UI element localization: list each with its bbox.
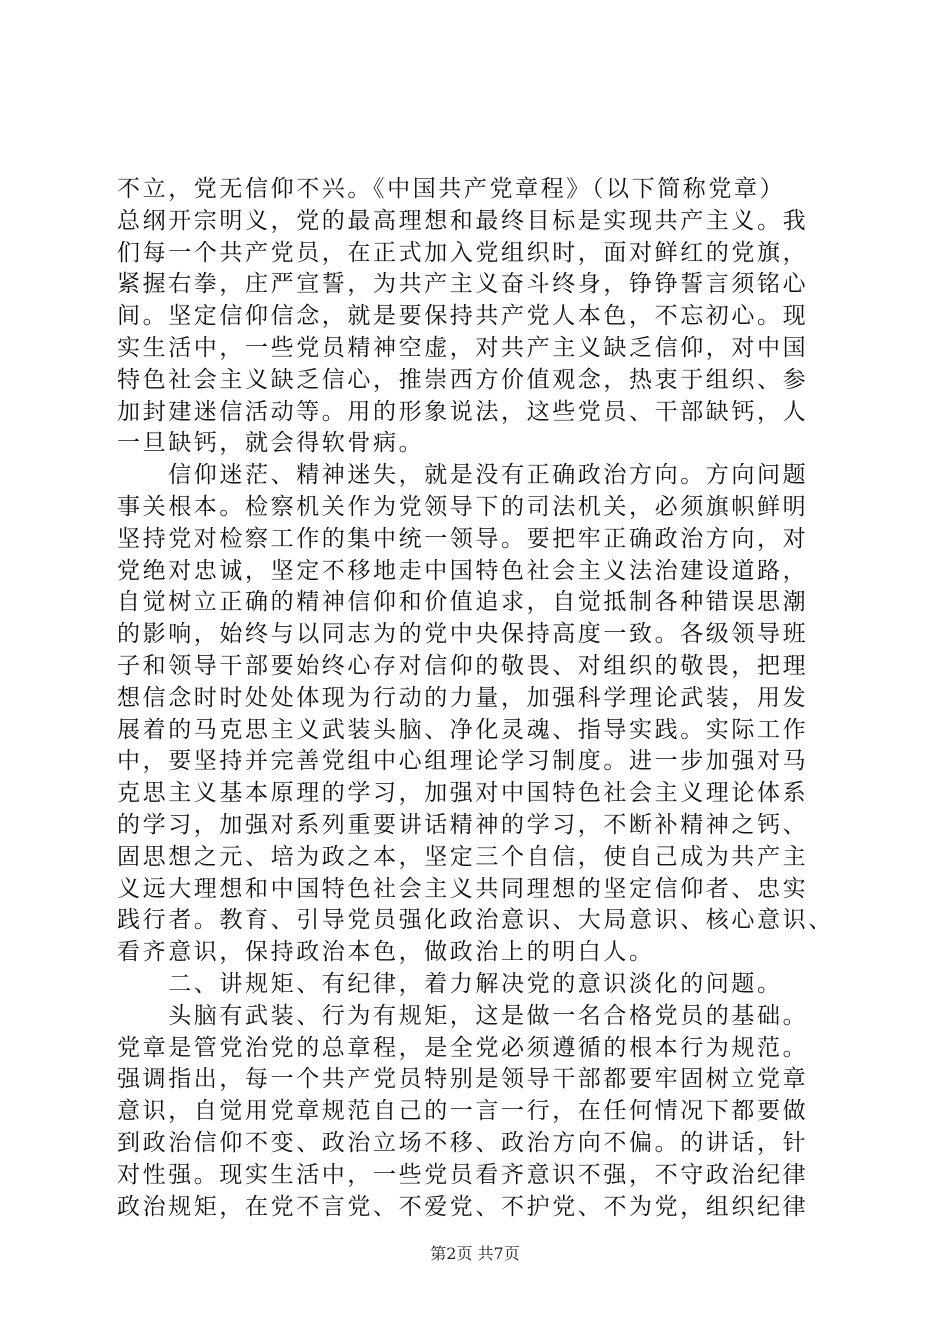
- text-line: 实生活中，一些党员精神空虚，对共产主义缺乏信仰，对中国: [117, 334, 809, 361]
- text-line: 政治规矩，在党不言党、不爱党、不护党、不为党，组织纪律: [117, 1193, 809, 1220]
- text-line: 克思主义基本原理的学习，加强对中国特色社会主义理论体系: [117, 780, 809, 807]
- text-line: 的学习，加强对系列重要讲话精神的学习，不断补精神之钙、: [117, 811, 809, 838]
- text-line: 头脑有武装、行为有规矩，这是做一名合格党员的基础。: [117, 1002, 809, 1029]
- text-line: 们每一个共产党员，在正式加入党组织时，面对鲜红的党旗，: [117, 239, 809, 266]
- text-line: 不立，党无信仰不兴。《中国共产党章程》（以下简称党章）: [117, 176, 786, 202]
- text-line: 二、讲规矩、有纪律，着力解决党的意识淡化的问题。: [117, 970, 783, 997]
- text-line: 紧握右拳，庄严宣誓，为共产主义奋斗终身，铮铮誓言须铭心: [117, 271, 809, 298]
- text-line: 间。坚定信仰信念，就是要保持共产党人本色，不忘初心。现: [117, 303, 809, 330]
- text-line: 固思想之元、培为政之本，坚定三个自信，使自己成为共产主: [117, 843, 809, 870]
- text-line: 党章是管党治党的总章程，是全党必须遵循的根本行为规范。: [117, 1034, 809, 1061]
- text-line: 事关根本。检察机关作为党领导下的司法机关，必须旗帜鲜明: [117, 493, 809, 520]
- text-line: 展着的马克思主义武装头脑、净化灵魂、指导实践。实际工作: [117, 716, 809, 743]
- text-line: 想信念时时处处体现为行动的力量，加强科学理论武装，用发: [117, 684, 809, 711]
- text-line: 信仰迷茫、精神迷失，就是没有正确政治方向。方向问题: [117, 462, 809, 489]
- text-line: 加封建迷信活动等。用的形象说法，这些党员、干部缺钙，人: [117, 398, 809, 425]
- text-line: 对性强。现实生活中，一些党员看齐意识不强，不守政治纪律: [117, 1161, 809, 1188]
- text-line: 强调指出，每一个共产党员特别是领导干部都要牢固树立党章: [117, 1066, 809, 1093]
- text-line: 一旦缺钙，就会得软骨病。: [117, 430, 425, 457]
- text-line: 到政治信仰不变、政治立场不移、政治方向不偏。的讲话，针: [117, 1129, 809, 1156]
- text-line: 意识，自觉用党章规范自己的一言一行，在任何情况下都要做: [117, 1098, 809, 1125]
- text-line: 践行者。教育、引导党员强化政治意识、大局意识、核心意识、: [117, 907, 834, 934]
- text-line: 总纲开宗明义，党的最高理想和最终目标是实现共产主义。我: [117, 207, 809, 234]
- text-line: 自觉树立正确的精神信仰和价值追求，自觉抵制各种错误思潮: [117, 589, 809, 616]
- text-line: 党绝对忠诚，坚定不移地走中国特色社会主义法治建设道路，: [117, 557, 809, 584]
- text-line: 坚持党对检察工作的集中统一领导。要把牢正确政治方向，对: [117, 525, 809, 552]
- text-line: 的影响，始终与以同志为的党中央保持高度一致。各级领导班: [117, 621, 809, 648]
- text-line: 义远大理想和中国特色社会主义共同理想的坚定信仰者、忠实: [117, 875, 809, 902]
- text-line: 中，要坚持并完善党组中心组理论学习制度。进一步加强对马: [117, 748, 809, 775]
- page-footer: 第2页 共7页: [430, 1244, 520, 1263]
- text-line: 看齐意识，保持政治本色，做政治上的明白人。: [117, 939, 655, 966]
- text-line: 特色社会主义缺乏信心，推崇西方价值观念，热衷于组织、参: [117, 366, 809, 393]
- body-text: [117, 174, 837, 1223]
- text-line: 子和领导干部要始终心存对信仰的敬畏、对组织的敬畏，把理: [117, 652, 809, 679]
